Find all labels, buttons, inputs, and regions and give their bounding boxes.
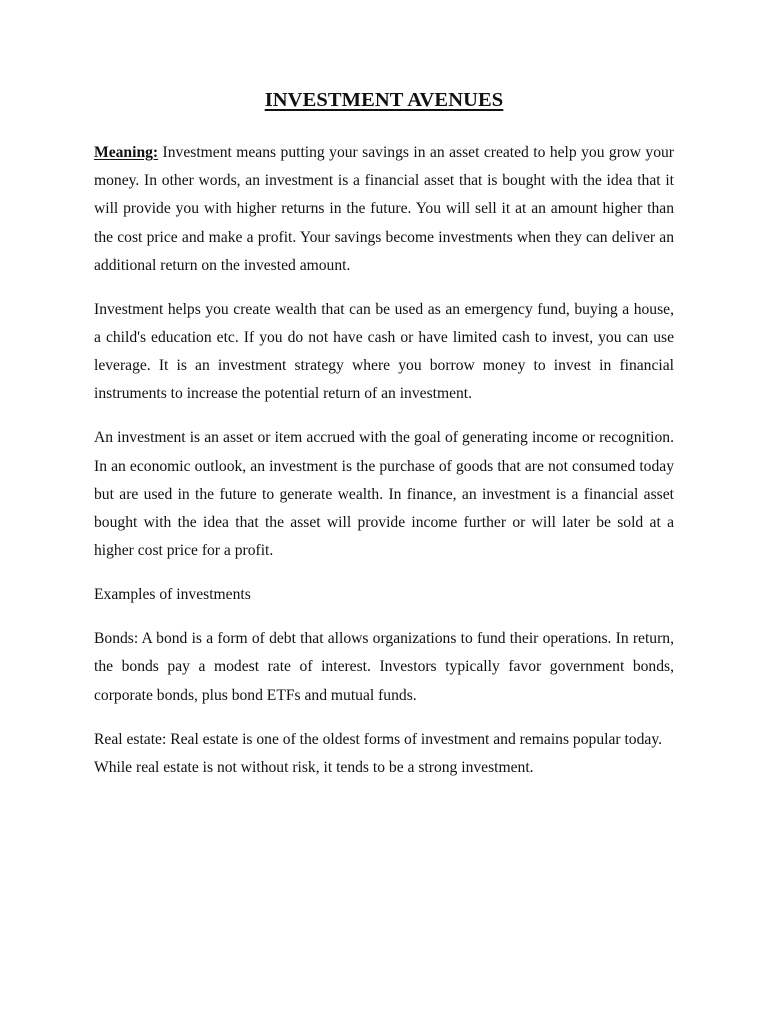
examples-heading: Examples of investments — [94, 586, 251, 604]
paragraph-definition: An investment is an asset or item accrued with the goal of generating income or recognition. In an economic outlook, an investment is the purchase of goods that are not consumed today but are used in the future to generate wealth. In finance, an investment is a financial asset bought with the idea that the asset will provide income further or will later be sold at a higher cost price for a profit. — [94, 429, 674, 560]
page-title: INVESTMENT AVENUES — [264, 89, 504, 111]
paragraph-meaning-text: Investment means putting your savings in an asset created to help you grow your money. In other words, an investment is a financial asset that is bought with the idea that it will provide you with higher returns in the future. You will sell it at an amount higher than the cost price and make a profit. Your savings become investments when they can deliver an additional return on the invested amount. — [94, 144, 674, 274]
document-body — [94, 139, 674, 798]
paragraph-meaning — [94, 139, 674, 280]
paragraph-bonds: Bonds: A bond is a form of debt that allows organizations to fund their operations. In return, the bonds pay a modest rate of interest. Investors typically favor government bonds, corporate bonds, plus bond ETFs and mutual funds. — [94, 630, 674, 704]
paragraph-real-estate: Real estate: Real estate is one of the oldest forms of investment and remains popular today. While real estate is not without risk, it tends to be a strong investment. — [94, 730, 662, 776]
paragraph-wealth: Investment helps you create wealth that can be used as an emergency fund, buying a house, a child's education etc. If you do not have cash or have limited cash to invest, you can use leverage. It is an investment strategy where you borrow money to invest in financial instruments to increase the potential return of an investment. — [94, 300, 674, 403]
meaning-label: Meaning: — [94, 144, 159, 161]
